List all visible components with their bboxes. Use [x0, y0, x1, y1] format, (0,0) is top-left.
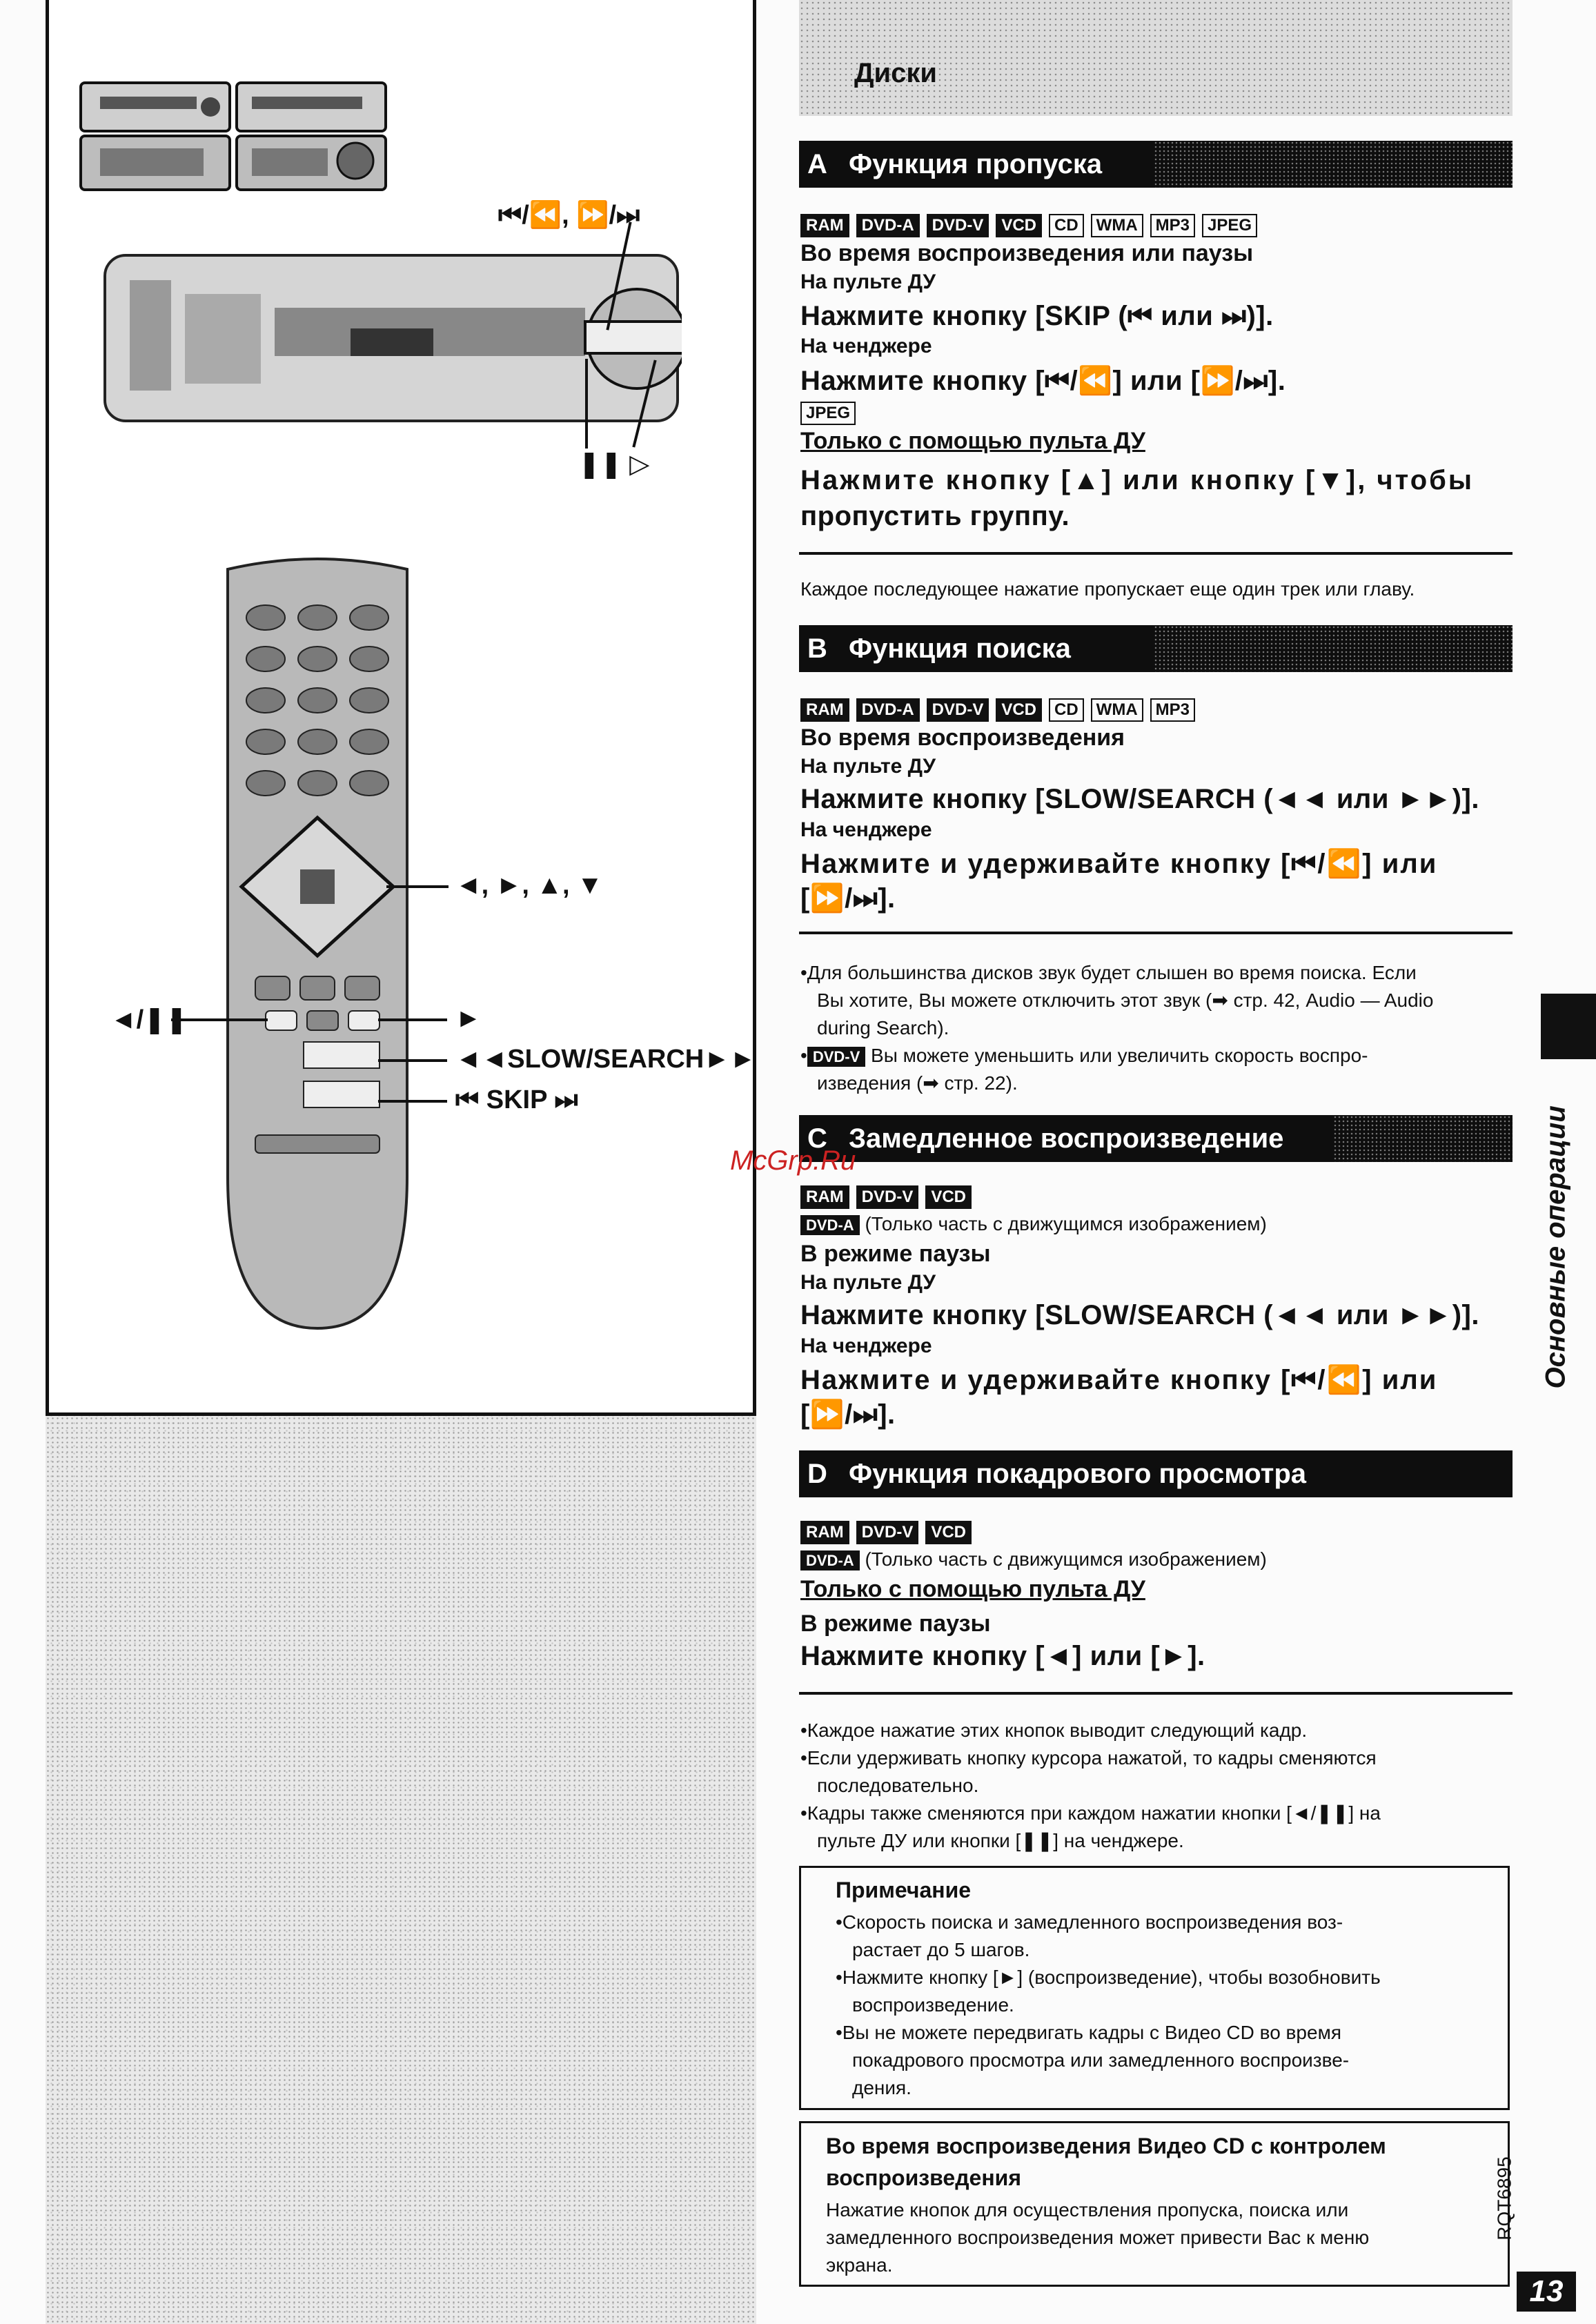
section-c-changer-action-1: Нажмите и удерживайте кнопку [⏮/⏪] или — [800, 1365, 1438, 1395]
leader-line — [378, 1059, 447, 1062]
section-c-dvda-line — [800, 1213, 1511, 1236]
watermark: McGrp.Ru — [730, 1145, 856, 1176]
section-a-group-action-1: Нажмите кнопку [▲] или кнопку [▼], чтобы — [800, 465, 1475, 495]
section-d-header — [799, 1450, 1513, 1497]
disc-tag: DVD-V — [927, 214, 989, 237]
note-bullets — [836, 1909, 1473, 2102]
section-a-changer-action: Нажмите кнопку [⏮/⏪] или [⏩/⏭]. — [800, 366, 1286, 396]
section-a-during: Во время воспроизведения или паузы — [800, 240, 1254, 266]
section-b-remote-label: На пульте ДУ — [800, 755, 936, 778]
document-code — [1493, 2132, 1539, 2263]
section-a-remote-action: Нажмите кнопку [SKIP (⏮ или ⏭)]. — [800, 301, 1274, 331]
disc-tag: DVD-A — [856, 698, 920, 722]
section-d-bullets — [800, 1717, 1511, 1855]
side-label-text: Основные операции — [1540, 1105, 1571, 1389]
section-c-changer-label: На ченджере — [800, 1335, 932, 1357]
bullet-text: Вы хотите, Вы можете отключить этот звук (➡ стр. 42, Audio — Audio — [817, 989, 1434, 1011]
divider — [799, 552, 1513, 555]
bullet-text: пульте ДУ или кнопки [❚❚] на ченджере. — [817, 1830, 1184, 1851]
section-d-disc-tags — [800, 1521, 972, 1544]
section-b-header — [799, 625, 1513, 672]
section-a-note: Каждое последующее нажатие пропускает еще один трек или главу. — [800, 578, 1415, 600]
disc-tag: MP3 — [1150, 698, 1195, 722]
bullet-text: •Кадры также сменяются при каждом нажатии кнопки [◄/❚❚] на — [800, 1802, 1381, 1824]
section-b-during: Во время воспроизведения — [800, 725, 1125, 751]
skip-search-callout: ⏮/⏪, ⏩/⏭ — [498, 201, 640, 230]
stereo-system-illustration — [79, 79, 390, 193]
bullet-text: •Каждое нажатие этих кнопок выводит следующий кадр. — [800, 1720, 1308, 1741]
disc-tag: VCD — [925, 1185, 972, 1209]
disc-tag: JPEG — [1202, 214, 1257, 237]
dvda-note: (Только часть с движущимся изображением) — [865, 1548, 1267, 1570]
divider — [799, 1692, 1513, 1695]
section-a-disc-tags — [800, 214, 1257, 237]
disc-tag: VCD — [996, 698, 1042, 722]
section-b-remote-action: Нажмите кнопку [SLOW/SEARCH (◄◄ или ►►)]. — [800, 784, 1479, 814]
section-d-remote-only: Только с помощью пульта ДУ — [800, 1576, 1145, 1602]
vcd-heading-2: воспроизведения — [826, 2165, 1021, 2190]
section-b-title: Функция поиска — [849, 633, 1071, 664]
leader-line — [378, 1018, 447, 1021]
bullet-text: изведения (➡ стр. 22). — [817, 1072, 1018, 1094]
bullet-text: последовательно. — [817, 1775, 979, 1796]
skip-callout: ⏮ SKIP ⏭ — [455, 1085, 578, 1114]
section-c-header — [799, 1115, 1513, 1162]
bullet-text: покадрового просмотра или замедленного воспроизве- — [852, 2049, 1350, 2071]
disc-tag: WMA — [1091, 698, 1143, 722]
dvda-note: (Только часть с движущимся изображением) — [865, 1213, 1267, 1234]
bullet-text: •Если удерживать кнопку курсора нажатой, то кадры сменяются — [800, 1747, 1377, 1769]
section-c-disc-tags — [800, 1185, 972, 1209]
bullet-text: растает до 5 шагов. — [852, 1939, 1030, 1960]
section-c-during: В режиме паузы — [800, 1241, 991, 1267]
remote-control-illustration — [200, 555, 435, 1335]
section-b-changer-action-1: Нажмите и удерживайте кнопку [⏮/⏪] или — [800, 849, 1438, 879]
changer-front-panel-illustration — [102, 253, 682, 425]
bullet-text: during Search). — [817, 1017, 949, 1038]
disc-tag: CD — [1049, 698, 1084, 722]
disc-tag: DVD-A — [800, 1215, 860, 1235]
disc-tag: MP3 — [1150, 214, 1195, 237]
section-b-changer-action-2: [⏩/⏭]. — [800, 883, 896, 914]
leader-line — [378, 1100, 447, 1103]
section-c-remote-action: Нажмите кнопку [SLOW/SEARCH (◄◄ или ►►)]. — [800, 1300, 1479, 1330]
section-a-remote-only: Только с помощью пульта ДУ — [800, 428, 1145, 454]
disc-tag: VCD — [996, 214, 1042, 237]
document-code-text: RQT6895 — [1493, 2156, 1515, 2241]
vcd-body-3: экрана. — [826, 2254, 893, 2276]
bullet-text: воспроизведение. — [852, 1994, 1014, 2016]
bullet-dvdv: • DVD-V Вы можете уменьшить или увеличить скорость воспро- — [800, 1045, 1368, 1066]
disc-tag: DVD-V — [807, 1047, 865, 1067]
cursor-callout: ◄, ►, ▲, ▼ — [455, 871, 603, 900]
bullet-text: •Нажмите кнопку [►] (воспроизведение), чтобы возобновить — [836, 1967, 1381, 1988]
disc-tag: RAM — [800, 698, 849, 722]
page-header-band — [799, 0, 1513, 116]
slow-search-callout: ◄◄SLOW/SEARCH►► — [455, 1045, 756, 1074]
section-a-remote-label: На пульте ДУ — [800, 270, 936, 293]
disc-tag: DVD-A — [800, 1550, 860, 1570]
bullet-text: •Вы не можете передвигать кадры с Видео CD во время — [836, 2022, 1341, 2043]
section-d-action: Нажмите кнопку [◄] или [►]. — [800, 1641, 1205, 1671]
side-section-label — [1535, 1076, 1577, 1394]
vcd-pbc-box — [799, 2121, 1510, 2287]
section-d-title: Функция покадрового просмотра — [849, 1459, 1307, 1489]
disc-tag: CD — [1049, 214, 1084, 237]
section-a-jpeg-tag — [800, 402, 856, 425]
disc-tag: VCD — [925, 1521, 972, 1544]
divider — [799, 932, 1513, 934]
bullet-text: дения. — [852, 2077, 912, 2098]
vcd-heading-1: Во время воспроизведения Видео CD с контролем — [826, 2134, 1386, 2158]
disc-tag: WMA — [1091, 214, 1143, 237]
section-c-remote-label: На пульте ДУ — [800, 1271, 936, 1294]
section-b-letter: B — [807, 633, 827, 664]
section-a-letter: A — [807, 149, 827, 179]
section-title: Диски — [854, 58, 937, 88]
leader-line — [585, 359, 588, 449]
bullet-text: •Скорость поиска и замедленного воспроизведения воз- — [836, 1911, 1343, 1933]
section-a-header — [799, 141, 1513, 188]
section-c-title: Замедленное воспроизведение — [849, 1123, 1284, 1154]
page-number: 13 — [1517, 2272, 1576, 2312]
section-a-title: Функция пропуска — [849, 149, 1103, 179]
section-b-disc-tags — [800, 698, 1195, 722]
section-d-letter: D — [807, 1459, 827, 1489]
section-a-group-action-2: пропустить группу. — [800, 501, 1070, 531]
play-callout: ► — [455, 1004, 482, 1033]
disc-tag: DVD-V — [927, 698, 989, 722]
pause-play-callout: ❚❚ ▷ — [578, 450, 650, 479]
bullet-text: •Для большинства дисков звук будет слышен во время поиска. Если — [800, 962, 1417, 983]
section-a-changer-label: На ченджере — [800, 335, 932, 357]
disc-tag: DVD-A — [856, 214, 920, 237]
section-d-during: В режиме паузы — [800, 1611, 991, 1637]
pause-still-callout: ◄/❚❚ — [110, 1005, 188, 1034]
disc-tag: RAM — [800, 1185, 849, 1209]
disc-tag: RAM — [800, 214, 849, 237]
leader-line — [386, 885, 449, 888]
vcd-body-2: замедленного воспроизведения может привести Вас к меню — [826, 2227, 1370, 2248]
blank-halftone-area — [46, 1416, 756, 2324]
note-box — [799, 1866, 1510, 2110]
note-heading: Примечание — [836, 1878, 972, 1902]
disc-tag: RAM — [800, 1521, 849, 1544]
disc-tag: DVD-V — [856, 1521, 919, 1544]
section-b-bullets — [800, 959, 1511, 1097]
thumb-index-tab — [1541, 994, 1596, 1059]
disc-tag: DVD-V — [856, 1185, 919, 1209]
section-d-dvda-line — [800, 1548, 1511, 1571]
section-b-changer-label: На ченджере — [800, 818, 932, 841]
section-c-changer-action-2: [⏩/⏭]. — [800, 1399, 896, 1430]
bullet-text: Вы можете уменьшить или увеличить скорость воспро- — [871, 1045, 1368, 1066]
disc-tag: JPEG — [800, 402, 856, 425]
section-c-letter: C — [807, 1123, 827, 1154]
vcd-body-1: Нажатие кнопок для осуществления пропуска, поиска или — [826, 2199, 1349, 2220]
